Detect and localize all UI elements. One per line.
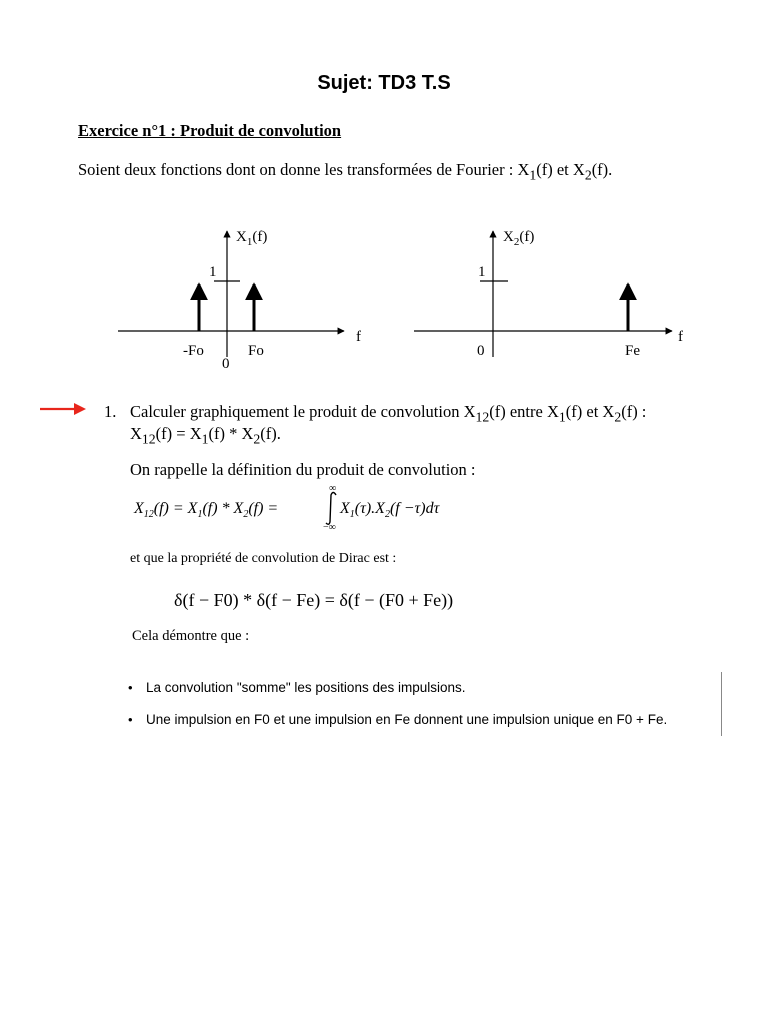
- exercise-title: Exercice n°1 : Produit de convolution: [78, 121, 342, 140]
- integral-sign: [326, 493, 336, 525]
- dirac-formula-text: δ(f − F0) * δ(f − Fe) = δ(f − (F0 + Fe)): [174, 590, 454, 610]
- definition-intro: On rappelle la définition du produit de convolution :: [130, 460, 476, 479]
- integral-lower: −∞: [323, 522, 336, 533]
- x2-y-label: $X_2(f)$: [503, 229, 535, 248]
- x2-tick-zero: 0: [477, 343, 485, 359]
- page-title: Sujet: TD3 T.S: [317, 72, 451, 94]
- integral-upper: ∞: [329, 483, 337, 494]
- margin-divider: [721, 672, 722, 736]
- dirac-formula: [174, 590, 453, 611]
- x1-y-label: $X_1(f)$: [236, 229, 268, 248]
- x2-tick-fe: Fe: [625, 343, 640, 359]
- question-number: 1.: [104, 402, 117, 421]
- x1-tick-zero: 0: [222, 356, 230, 372]
- exercise-intro: Soient deux fonctions dont on donne les transformées de Fourier : $X_1(f)$ et $X_2(f)$.: [78, 160, 613, 183]
- question-text: Calculer graphiquement le produit de convolution $X_{12}(f)$ entre $X_1(f)$ et $X_2(f)$ :: [130, 402, 647, 425]
- dirac-property-intro: et que la propriété de convolution de Dirac est :: [130, 551, 397, 566]
- conclusion-intro: Cela démontre que :: [132, 628, 250, 644]
- x2-level-label: 1: [478, 264, 486, 280]
- svg-text:X12(f) = X1(f) * X2(f) =: $X_{12}(f) = X_1(f) * X_2(f)$ =: [134, 500, 279, 520]
- x1-axis-label: f: [356, 329, 361, 345]
- question-equation: $X_{12}(f) = X_1(f) * X_2(f)$.: [130, 424, 281, 447]
- x1-level-label: 1: [209, 264, 217, 280]
- x1-tick-minus-fo: -Fo: [183, 343, 204, 359]
- conclusion-list: [128, 676, 667, 740]
- svg-text:X1(τ).X2(f −τ)dτ: $X_1(\tau).X_2(f -\tau)d\tau$: [340, 500, 440, 520]
- x1-tick-fo: Fo: [248, 343, 264, 359]
- x2-axis-label: f: [678, 329, 683, 345]
- list-item: • La convolution "somme" les positions des impulsions.: [128, 676, 667, 708]
- list-item: • Une impulsion en F0 et une impulsion en Fe donnent une impulsion unique en F0 + Fe.: [128, 708, 667, 740]
